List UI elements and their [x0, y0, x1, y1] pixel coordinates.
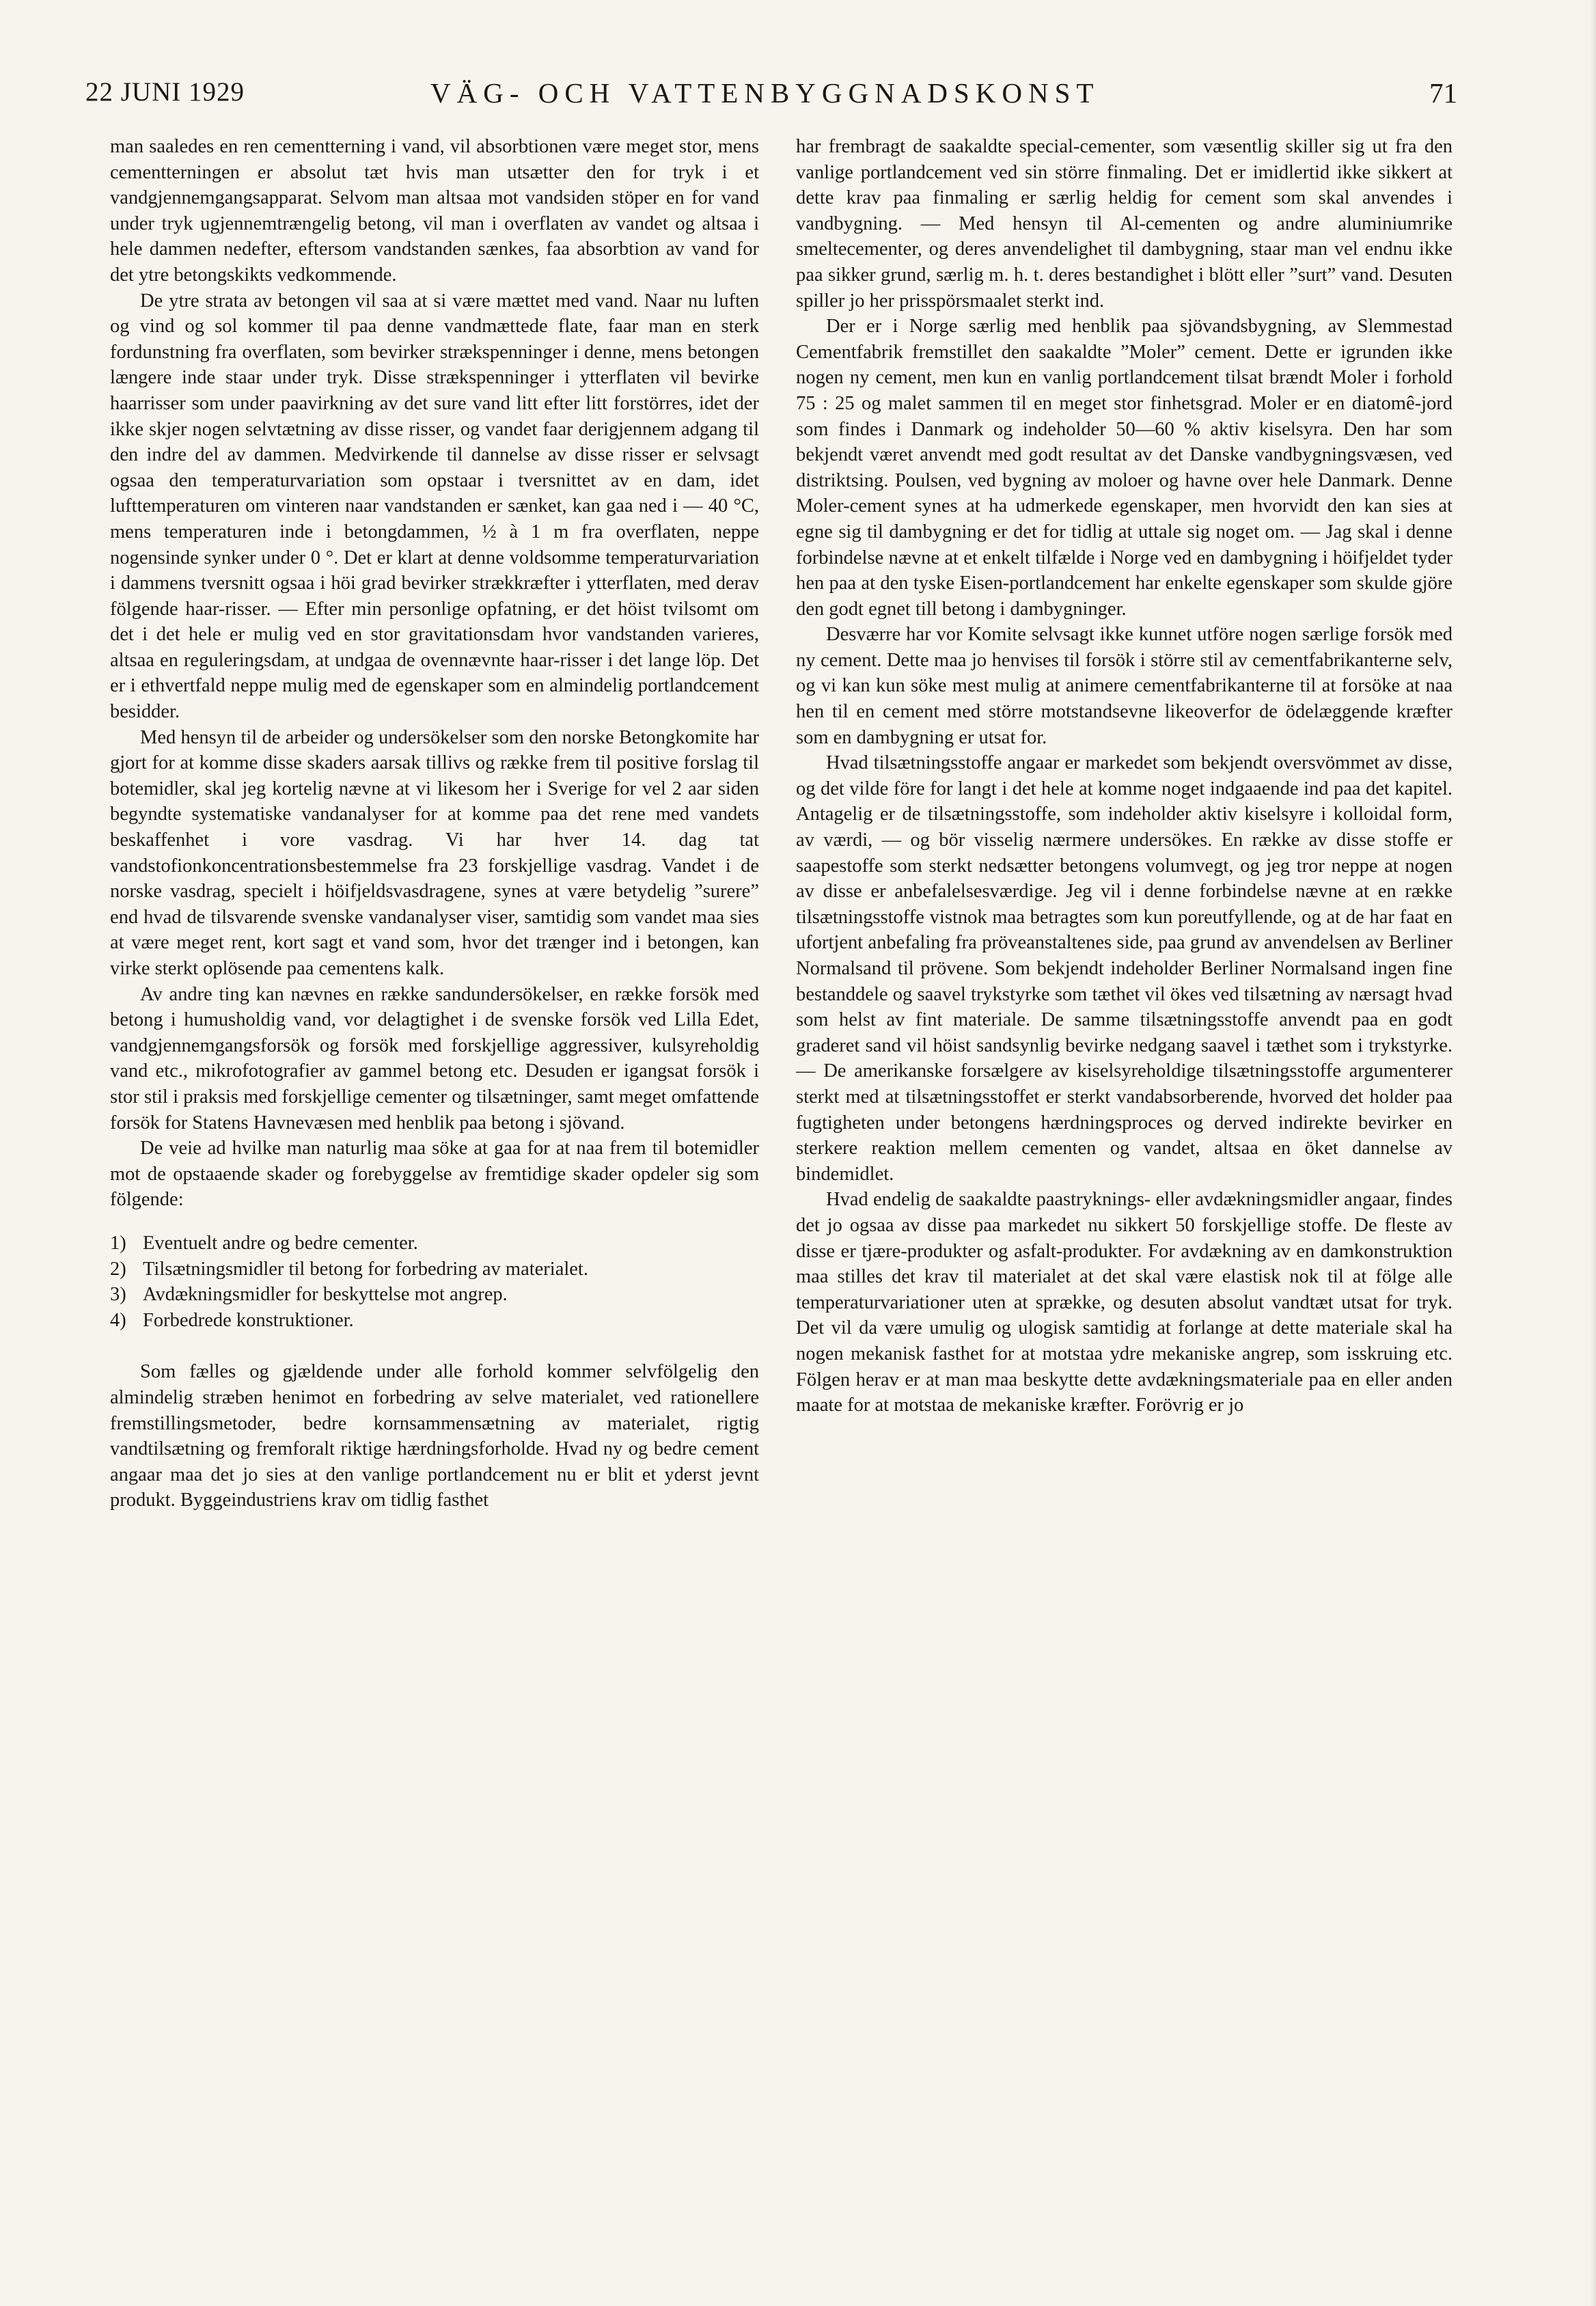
list-item-text: Eventuelt andre og bedre cementer.	[143, 1232, 418, 1254]
left-column	[110, 134, 759, 1513]
list-item-number: 4)	[110, 1309, 126, 1331]
page-number: 71	[1429, 77, 1457, 109]
issue-date: 22 JUNI 1929	[85, 77, 245, 107]
list-item	[110, 1231, 759, 1257]
paragraph: Som fælles og gjældende under alle forhold kommer selvfölgelig den almindelig stræben henimot en forbedring av selve materialet, ved rationellere fremstillingsmetoder, bedre kornsammensætning av materialet, rigtig vandtilsætning og fremforalt riktige hærdningsforholde. Hvad ny og bedre cement angaar maa det jo sies at den vanlige portlandcement nu er blit et yderst jevnt produkt. Byggeindustriens krav om tidlig fasthet	[110, 1361, 759, 1511]
list-item	[110, 1257, 759, 1282]
page-header	[85, 77, 1457, 118]
remedy-list	[110, 1231, 759, 1333]
journal-title: VÄG- OCH VATTENBYGGNADSKONST	[430, 77, 1100, 109]
paragraph: har frembragt de saakaldte special-cementer, som væsentlig skiller sig ut fra den vanlige portlandcement ved sin större finmaling. Det er imidlertid ikke sikkert at dette krav paa finmaling er særlig heldig for cement som skal anvendes i vandbygning. — Med hensyn til Al-cementen og andre aluminiumrike smeltecementer, og deres anvendelighet til dambygning, staar man vel endnu ikke paa sikker grund, særlig m. h. t. deres bestandighet i blött eller ”surt” vand. Desuten spiller jo her prisspörsmaalet sterkt ind.	[796, 136, 1453, 312]
list-item-text: Avdækningsmidler for beskyttelse mot angrep.	[143, 1284, 508, 1306]
paragraph: Der er i Norge særlig med henblik paa sjövandsbygning, av Slemmestad Cementfabrik fremstillet den saakaldte ”Moler” cement. Dette er igrunden ikke nogen ny cement, men kun en vanlig portlandcement tilsat brændt Moler i forhold 75 : 25 og malet sammen til en meget stor finhetsgrad. Moler er en diatomê-jord som findes i Danmark og indeholder 50—60 % aktiv kiselsyra. Den har som bekjendt været anvendt med godt resultat av det Danske vandbygningsvæsen, ved distriktsing. Poulsen, ved bygning av moloer og havne over hele Danmark. Denne Moler-cement synes at ha udmerkede egenskaper, men hvorvidt den kan sies at egne sig til dambygning er det for tidlig at uttale sig noget om. — Jag skal i denne forbindelse nævne at et enkelt tilfælde i Norge ved en dambygning i höifjeldet tyder hen paa at den tyske Eisen-portlandcement har enkelte egenskaper som skulde gjöre den godt egnet till betong i dambygninger.	[796, 316, 1453, 620]
right-column	[796, 134, 1453, 1418]
paragraph: Hvad tilsætningsstoffe angaar er markedet som bekjendt oversvömmet av disse, og det vilde före for langt i det hele at komme noget indgaaende ind paa det kapitel. Antagelig er de tilsætningsstoffe, som indeholder aktiv kiselsyre i kolloidal form, av værdi, — og bör visselig nærmere undersökes. En række av disse stoffe er saapestoffe som sterkt nedsætter betongens volumvegt, og jeg tror neppe at nogen av disse er anbefalelsesværdige. Jeg vil i denne forbindelse nævne at en række tilsætningsstoffe vistnok maa betragtes som kun poreutfyllende, og at de har faat en ufortjent anbefaling fra pröveanstaltenes side, paa grund av anvendelsen av Berliner Normalsand til prövene. Som bekjendt indeholder Berliner Normalsand ingen fine bestanddele og saavel trykstyrke som tæthet vil ökes ved tilsætning av nærsagt hvad som helst av fint materiale. De samme tilsætningsstoffe anvendt paa en godt graderet sand vil höist sandsynlig bevirke nedgang saavel i tæthet som i trykstyrke. — De amerikanske forsælgere av kiselsyreholdige tilsætningsstoffe argumenterer sterkt med at tilsætningsstoffet er sterkt vandabsorberende, hvorved det holder paa fugtigheten under betongens hærdningsproces og derved indirekte bevirker en sterkere reaktion mellem cementen og vandet, altsaa en öket dannelse av bindemidlet.	[796, 752, 1453, 1185]
list-item-number: 2)	[110, 1258, 126, 1280]
list-item	[110, 1308, 759, 1334]
list-item-number: 1)	[110, 1232, 126, 1254]
paragraph: Hvad endelig de saakaldte paastryknings- eller avdækningsmidler angaar, findes det jo ogsaa av disse paa markedet nu sikkert 50 forskjellige stoffe. De fleste av disse er tjære-produkter og asfalt-produkter. For avdækning av en damkonstruktion maa stilles det krav til materialet at det skal være elastisk nok til at fölge alle temperaturvariationer uten at sprække, og desuten absolut vandtæt utsat for tryk. Det vil da være umulig og ulogisk samtidig at forlange at dette materiale skal ha nogen mekanisk fasthet for at motstaa ydre mekaniske angrep, som isskruing etc. Fölgen herav er at man maa beskytte dette avdækningsmateriale paa en eller anden maate for at motstaa de mekaniske kræfter. Forövrig er jo	[796, 1189, 1453, 1416]
list-item-text: Forbedrede konstruktioner.	[143, 1309, 354, 1331]
page-edge-shadow	[1589, 0, 1596, 2306]
paragraph: Av andre ting kan nævnes en række sandundersökelser, en række forsök med betong i humusholdig vand, vor delagtighet i de svenske forsök ved Lilla Edet, vandgjennemgangsforsök og forsök med forskjellige aggressiver, kulsyreholdig vand etc., mikrofotografier av gammel betong etc. Desuden er igangsat forsök i stor stil i praksis med forskjellige cementer og tilsætninger, samt meget omfattende forsök for Statens Havnevæsen med henblik paa betong i sjövand.	[110, 983, 759, 1134]
paragraph: Desværre har vor Komite selvsagt ikke kunnet utföre nogen særlige forsök med ny cement. Dette maa jo henvises til forsök i större stil av cementfabrikanterne selv, og vi kan kun söke mest mulig at animere cementfabrikanterne til at forsöke at naa hen til en cement med större motstandsevne likeoverfor de ödelæggende kræfter som en dambygning er utsat for.	[796, 624, 1453, 748]
paragraph: man saaledes en ren cementterning i vand, vil absorbtionen være meget stor, mens cementterningen er absolut tæt hvis man utsætter den for tryk i et vandgjennemgangsapparat. Selvom man altsaa mot vandsiden stöper en for vand under tryk ugjennemtrængelig betong, vil man i overflaten av vandet og altsaa i hele dammen nedefter, eftersom vandstanden sænkes, faa absorbtion av vand for det ytre betongskikts vedkommende.	[110, 136, 759, 286]
list-item	[110, 1282, 759, 1308]
paragraph: Med hensyn til de arbeider og undersökelser som den norske Betongkomite har gjort for at komme disse skaders aarsak tillivs og række frem til positive forslag til botemidler, skal jeg kortelig nævne at vi likesom her i Sverige for vel 2 aar siden begyndte systematiske vandanalyser for at komme paa det rene med vandets beskaffenhet i vore vasdrag. Vi har hver 14. dag tat vandstofionkoncentrationsbestemmelse fra 23 forskjellige vasdrag. Vandet i de norske vasdrag, specielt i höifjeldsvasdragene, synes at være betydelig ”surere” end hvad de tilsvarende svenske vandanalyser viser, samtidig som vandet maa sies at være meget rent, kort sagt et vand som, hvor det trænger ind i betongen, kan virke sterkt oplösende paa cementens kalk.	[110, 726, 759, 979]
paragraph: De veie ad hvilke man naturlig maa söke at gaa for at naa frem til botemidler mot de opstaaende skader og forebyggelse av fremtidige skader opdeler sig som fölgende:	[110, 1138, 759, 1211]
list-item-text: Tilsætningsmidler til betong for forbedring av materialet.	[143, 1258, 588, 1280]
list-item-number: 3)	[110, 1284, 126, 1306]
paragraph: De ytre strata av betongen vil saa at si være mættet med vand. Naar nu luften og vind og sol kommer til paa denne vandmættede flate, faar man en sterk fordunstning fra overflaten, som bevirker strækspenninger i denne, mens betongen længere inde staar under tryk. Disse strækspenninger i ytterflaten vil bevirke haarrisser som under paavirkning av det sure vand litt efter litt forstörres, idet der ikke skjer nogen selvtætning av disse risser, og vandet faar derigjennem adgang til den indre del av dammen. Medvirkende til dannelse av disse risser er selvsagt ogsaa den temperaturvariation som opstaar i tversnittet av en dam, idet lufttemperaturen om vinteren naar vandstanden er sænket, kan gaa ned i — 40 °C, mens temperaturen inde i betongdammen, ½ à 1 m fra overflaten, neppe nogensinde synker under 0 °. Det er klart at denne voldsomme temperaturvariation i dammens tversnitt ogsaa i höi grad bevirker strækkræfter i ytterflaten, med derav fölgende haar-risser. — Efter min personlige opfatning, er det höist tvilsomt om det i det hele er mulig ved en stor gravitationsdam hvor vandstanden varieres, altsaa en reguleringsdam, at undgaa de ovennævnte haar-risser i det lange löp. Det er i ethvertfald neppe mulig med de egenskaper som en almindelig portlandcement besidder.	[110, 290, 759, 723]
